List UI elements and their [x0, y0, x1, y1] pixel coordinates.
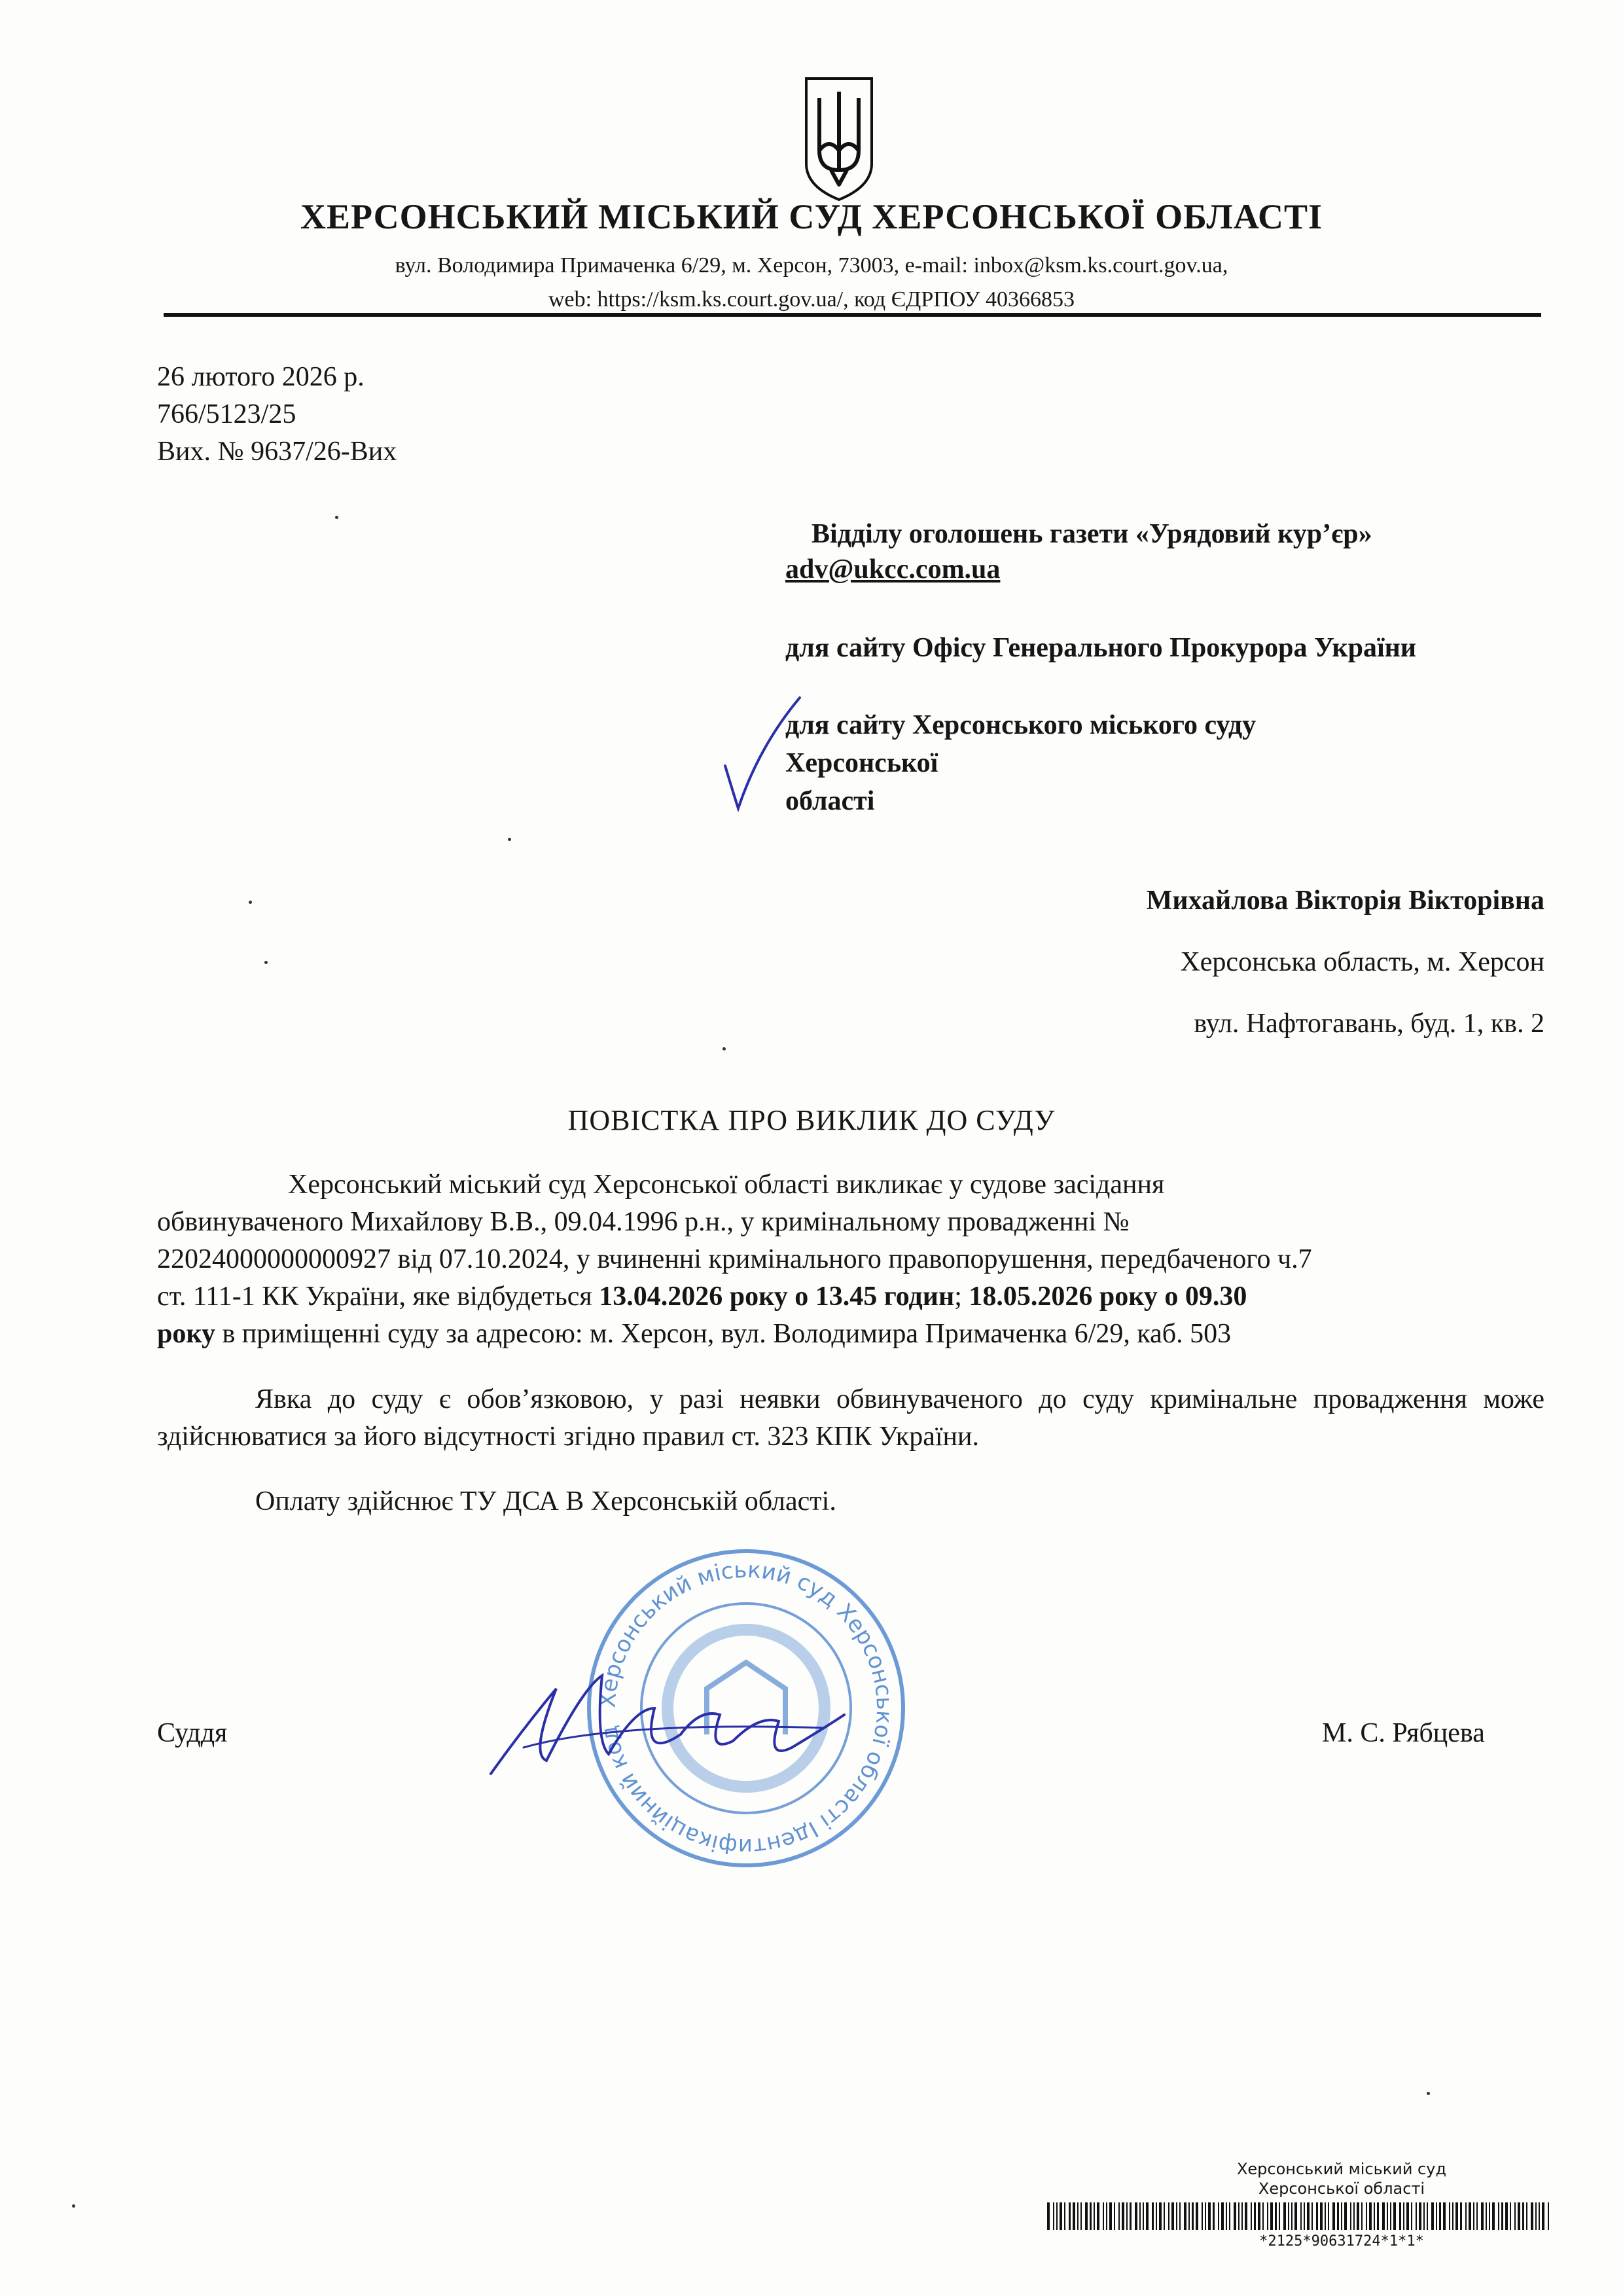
barcode-bar	[1241, 2202, 1243, 2230]
barcode-bar	[1539, 2202, 1540, 2230]
barcode-bar	[1288, 2202, 1289, 2230]
court-address	[131, 249, 1492, 317]
barcode-bar	[1328, 2202, 1329, 2230]
barcode-bar	[1283, 2202, 1286, 2230]
barcode-bar	[1449, 2202, 1450, 2230]
barcode-bar	[1366, 2202, 1367, 2230]
barcode-bar	[1176, 2202, 1177, 2230]
recipient-court-site-line-1: для сайту Херсонського міського суду	[785, 710, 1257, 740]
hearing-date-1: 13.04.2026 року о 13.45 годин	[599, 1282, 955, 1312]
barcode-bar	[1325, 2202, 1326, 2230]
barcode-bar	[1431, 2202, 1434, 2230]
barcode-bar	[1294, 2202, 1297, 2230]
summons-line-4-text: ст. 111-1 КК України, яке відбудеться	[157, 1282, 599, 1312]
checkmark-icon	[720, 694, 805, 812]
header-divider	[164, 313, 1541, 317]
court-title: ХЕРСОНСЬКИЙ МІСЬКИЙ СУД ХЕРСОНСЬКОЇ ОБЛАСТІ	[300, 197, 1323, 236]
scan-speck	[335, 516, 338, 519]
barcode-bar	[1056, 2202, 1058, 2230]
recipient-newspaper: Відділу оголошень газети «Урядовий кур’єр»	[812, 519, 1372, 549]
barcode-bar	[1188, 2202, 1190, 2230]
barcode-bar	[1307, 2202, 1310, 2230]
barcode-bar	[1202, 2202, 1203, 2230]
judge-signature	[484, 1649, 851, 1793]
trident-icon	[800, 72, 878, 203]
barcode-bar	[1316, 2202, 1318, 2230]
barcode-bar	[1069, 2202, 1071, 2230]
recipient-court-site-line-2: Херсонської	[785, 748, 938, 778]
barcode-bar	[1377, 2202, 1379, 2230]
judge-label: Суддя	[157, 1718, 228, 1748]
barcode-bar	[1226, 2202, 1227, 2230]
barcode-code: *2125*90631724*1*1*	[1259, 2233, 1424, 2250]
barcode-bar	[1311, 2202, 1313, 2230]
barcode-bar	[1390, 2202, 1391, 2230]
barcode-bar	[1275, 2202, 1277, 2230]
barcode-bar	[1341, 2202, 1342, 2230]
barcode-bar	[1270, 2202, 1273, 2230]
barcode-bar	[1106, 2202, 1107, 2230]
recipient-court-site-line-3: області	[785, 786, 875, 816]
address-line-1: вул. Володимира Примаченка 6/29, м. Херсон, 73003, e-mail: inbox@ksm.ks.court.gov.ua,	[395, 253, 1228, 278]
barcode-bar	[1542, 2202, 1544, 2230]
outgoing-number: Вих. № 9637/26-Вих	[157, 437, 397, 467]
barcode-bar	[1114, 2202, 1115, 2230]
barcode-bar	[1469, 2202, 1471, 2230]
barcode-bar	[1548, 2202, 1549, 2230]
barcode-bar	[1262, 2202, 1264, 2230]
seal-text: Херсонський міський суд Херсонської області Ідентифікаційний код	[594, 1556, 898, 1860]
barcode-bar	[1439, 2202, 1441, 2230]
barcode-bar	[1085, 2202, 1088, 2230]
barcode-bar	[1514, 2202, 1516, 2230]
barcode-bar	[1498, 2202, 1499, 2230]
barcode-bar	[1481, 2202, 1484, 2230]
barcode-bar	[1267, 2202, 1268, 2230]
scan-speck	[722, 1047, 726, 1050]
barcode-bar	[1344, 2202, 1347, 2230]
barcode-bar	[1369, 2202, 1372, 2230]
barcode-bar	[1522, 2202, 1524, 2230]
scan-speck	[72, 2204, 75, 2208]
scan-speck	[1427, 2092, 1430, 2095]
hearing-date-2-suffix: року	[157, 1319, 215, 1349]
barcode-bar	[1387, 2202, 1388, 2230]
barcode-bar	[1357, 2202, 1359, 2230]
recipient-prosecutor-site: для сайту Офісу Генерального Прокурора України	[785, 633, 1417, 663]
barcode-bar	[1139, 2202, 1141, 2230]
barcode-bar	[1531, 2202, 1533, 2230]
barcode-bar	[1126, 2202, 1128, 2230]
barcode-bar	[1090, 2202, 1092, 2230]
barcode-bar	[1251, 2202, 1252, 2230]
barcode-bar	[1164, 2202, 1165, 2230]
barcode-bar	[1118, 2202, 1120, 2230]
barcode-bar	[1279, 2202, 1280, 2230]
barcode-bar	[1103, 2202, 1104, 2230]
addressee-name: Михайлова Вікторія Вікторівна	[1146, 886, 1544, 916]
barcode-bar	[1337, 2202, 1339, 2230]
registry-court-name: Херсонський міський суд	[1236, 2160, 1447, 2178]
barcode-bar	[1455, 2202, 1458, 2230]
barcode-bar	[1291, 2202, 1293, 2230]
summons-line-5	[157, 1316, 1544, 1353]
barcode-bar	[1374, 2202, 1375, 2230]
barcode-bar	[1218, 2202, 1219, 2230]
barcode-bar	[1205, 2202, 1206, 2230]
addressee-region: Херсонська область, м. Херсон	[1180, 947, 1544, 977]
summons-line-4	[157, 1278, 1544, 1316]
barcode-bar	[1168, 2202, 1169, 2230]
barcode-bar	[1416, 2202, 1417, 2230]
payment-paragraph: Оплату здійснює ТУ ДСА В Херсонській області.	[255, 1486, 836, 1516]
barcode-bar	[1320, 2202, 1323, 2230]
barcode-bar	[1094, 2202, 1095, 2230]
barcode-bar	[1130, 2202, 1132, 2230]
barcode-bar	[1535, 2202, 1537, 2230]
barcode-bar	[1073, 2202, 1075, 2230]
barcode-bar	[1135, 2202, 1137, 2230]
registry-barcode	[1047, 2202, 1551, 2230]
barcode-bar	[1156, 2202, 1157, 2230]
barcode-bar	[1060, 2202, 1062, 2230]
barcode-bar	[1053, 2202, 1054, 2230]
barcode-bar	[1143, 2202, 1144, 2230]
scan-speck	[264, 961, 268, 964]
barcode-bar	[1213, 2202, 1215, 2230]
summons-line-3: 22024000000000927 від 07.10.2024, у вчиненні кримінального правопорушення, передбаченого ч.7	[157, 1244, 1312, 1274]
barcode-bar	[1080, 2202, 1082, 2230]
barcode-bar	[1152, 2202, 1154, 2230]
address-line-2: web: https://ksm.ks.court.gov.ua/, код ЄДРПОУ 40366853	[548, 287, 1075, 312]
barcode-bar	[1406, 2202, 1409, 2230]
barcode-bar	[1064, 2202, 1065, 2230]
barcode-bar	[1436, 2202, 1437, 2230]
barcode-bar	[1476, 2202, 1478, 2230]
barcode-bar	[1350, 2202, 1351, 2230]
barcode-bar	[1221, 2202, 1224, 2230]
barcode-bar	[1382, 2202, 1385, 2230]
barcode-bar	[1077, 2202, 1079, 2230]
barcode-bar	[1489, 2202, 1490, 2230]
barcode-bar	[1353, 2202, 1355, 2230]
barcode-bar	[1460, 2202, 1462, 2230]
barcode-bar	[1501, 2202, 1503, 2230]
barcode-bar	[1427, 2202, 1428, 2230]
barcode-bar	[1403, 2202, 1404, 2230]
barcode-bar	[1258, 2202, 1260, 2230]
barcode-bar	[1411, 2202, 1412, 2230]
barcode-bar	[1473, 2202, 1474, 2230]
barcode-bar	[1393, 2202, 1396, 2230]
document-title: ПОВІСТКА ПРО ВИКЛИК ДО СУДУ	[567, 1104, 1056, 1136]
case-number: 766/5123/25	[157, 399, 296, 429]
barcode-bar	[1443, 2202, 1446, 2230]
barcode-bar	[1122, 2202, 1124, 2230]
barcode-bar	[1238, 2202, 1240, 2230]
barcode-bar	[1159, 2202, 1162, 2230]
barcode-bar	[1332, 2202, 1335, 2230]
barcode-bar	[1109, 2202, 1112, 2230]
barcode-bar	[1047, 2202, 1050, 2230]
summons-line-2: обвинуваченого Михайлову В.В., 09.04.1996 р.н., у кримінальному провадженні №	[157, 1207, 1130, 1237]
barcode-bar	[1510, 2202, 1511, 2230]
barcode-bar	[1505, 2202, 1508, 2230]
scan-speck	[508, 838, 511, 841]
addressee-street: вул. Нафтогавань, буд. 1, кв. 2	[1194, 1009, 1544, 1039]
barcode-bar	[1452, 2202, 1454, 2230]
barcode-bar	[1518, 2202, 1520, 2230]
barcode-bar	[1492, 2202, 1495, 2230]
summons-paragraph	[157, 1166, 1544, 1353]
registry-region: Херсонської області	[1258, 2179, 1425, 2198]
barcode-bar	[1192, 2202, 1194, 2230]
scan-speck	[249, 901, 252, 904]
date-separator: ;	[954, 1282, 969, 1312]
hearing-date-2: 18.05.2026 року о 09.30	[969, 1282, 1247, 1312]
summons-line-1: Херсонський міський суд Херсонської області викликає у судове засідання	[288, 1170, 1165, 1200]
barcode-bar	[1423, 2202, 1425, 2230]
barcode-bar	[1179, 2202, 1181, 2230]
reference-block	[157, 359, 397, 471]
hearing-location: в приміщенні суду за адресою: м. Херсон, вул. Володимира Примаченка 6/29, каб. 503	[215, 1319, 1232, 1349]
barcode-bar	[1171, 2202, 1174, 2230]
judge-name: М. С. Рябцева	[1322, 1718, 1485, 1748]
barcode-bar	[1465, 2202, 1467, 2230]
barcode-bar	[1361, 2202, 1363, 2230]
barcode-bar	[1304, 2202, 1305, 2230]
barcode-bar	[1229, 2202, 1230, 2230]
attendance-paragraph: Явка до суду є обов’язковою, у разі неявки обвинуваченого до суду кримінальне провадження може здійснюватися за його відсутності згідно правил ст. 323 КПК України.	[157, 1384, 1544, 1452]
barcode-bar	[1097, 2202, 1099, 2230]
barcode-bar	[1146, 2202, 1149, 2230]
document-date: 26 лютого 2026 р.	[157, 362, 365, 392]
barcode-bar	[1419, 2202, 1421, 2230]
barcode-bar	[1300, 2202, 1302, 2230]
barcode-bar	[1196, 2202, 1198, 2230]
barcode-bar	[1254, 2202, 1256, 2230]
barcode-bar	[1184, 2202, 1186, 2230]
barcode-bar	[1234, 2202, 1236, 2230]
barcode-bar	[1526, 2202, 1527, 2230]
recipient-email-link[interactable]: adv@ukcc.com.ua	[785, 554, 1001, 584]
barcode-bar	[1208, 2202, 1211, 2230]
barcode-bar	[1399, 2202, 1401, 2230]
barcode-bar	[1245, 2202, 1247, 2230]
barcode-bar	[1486, 2202, 1487, 2230]
